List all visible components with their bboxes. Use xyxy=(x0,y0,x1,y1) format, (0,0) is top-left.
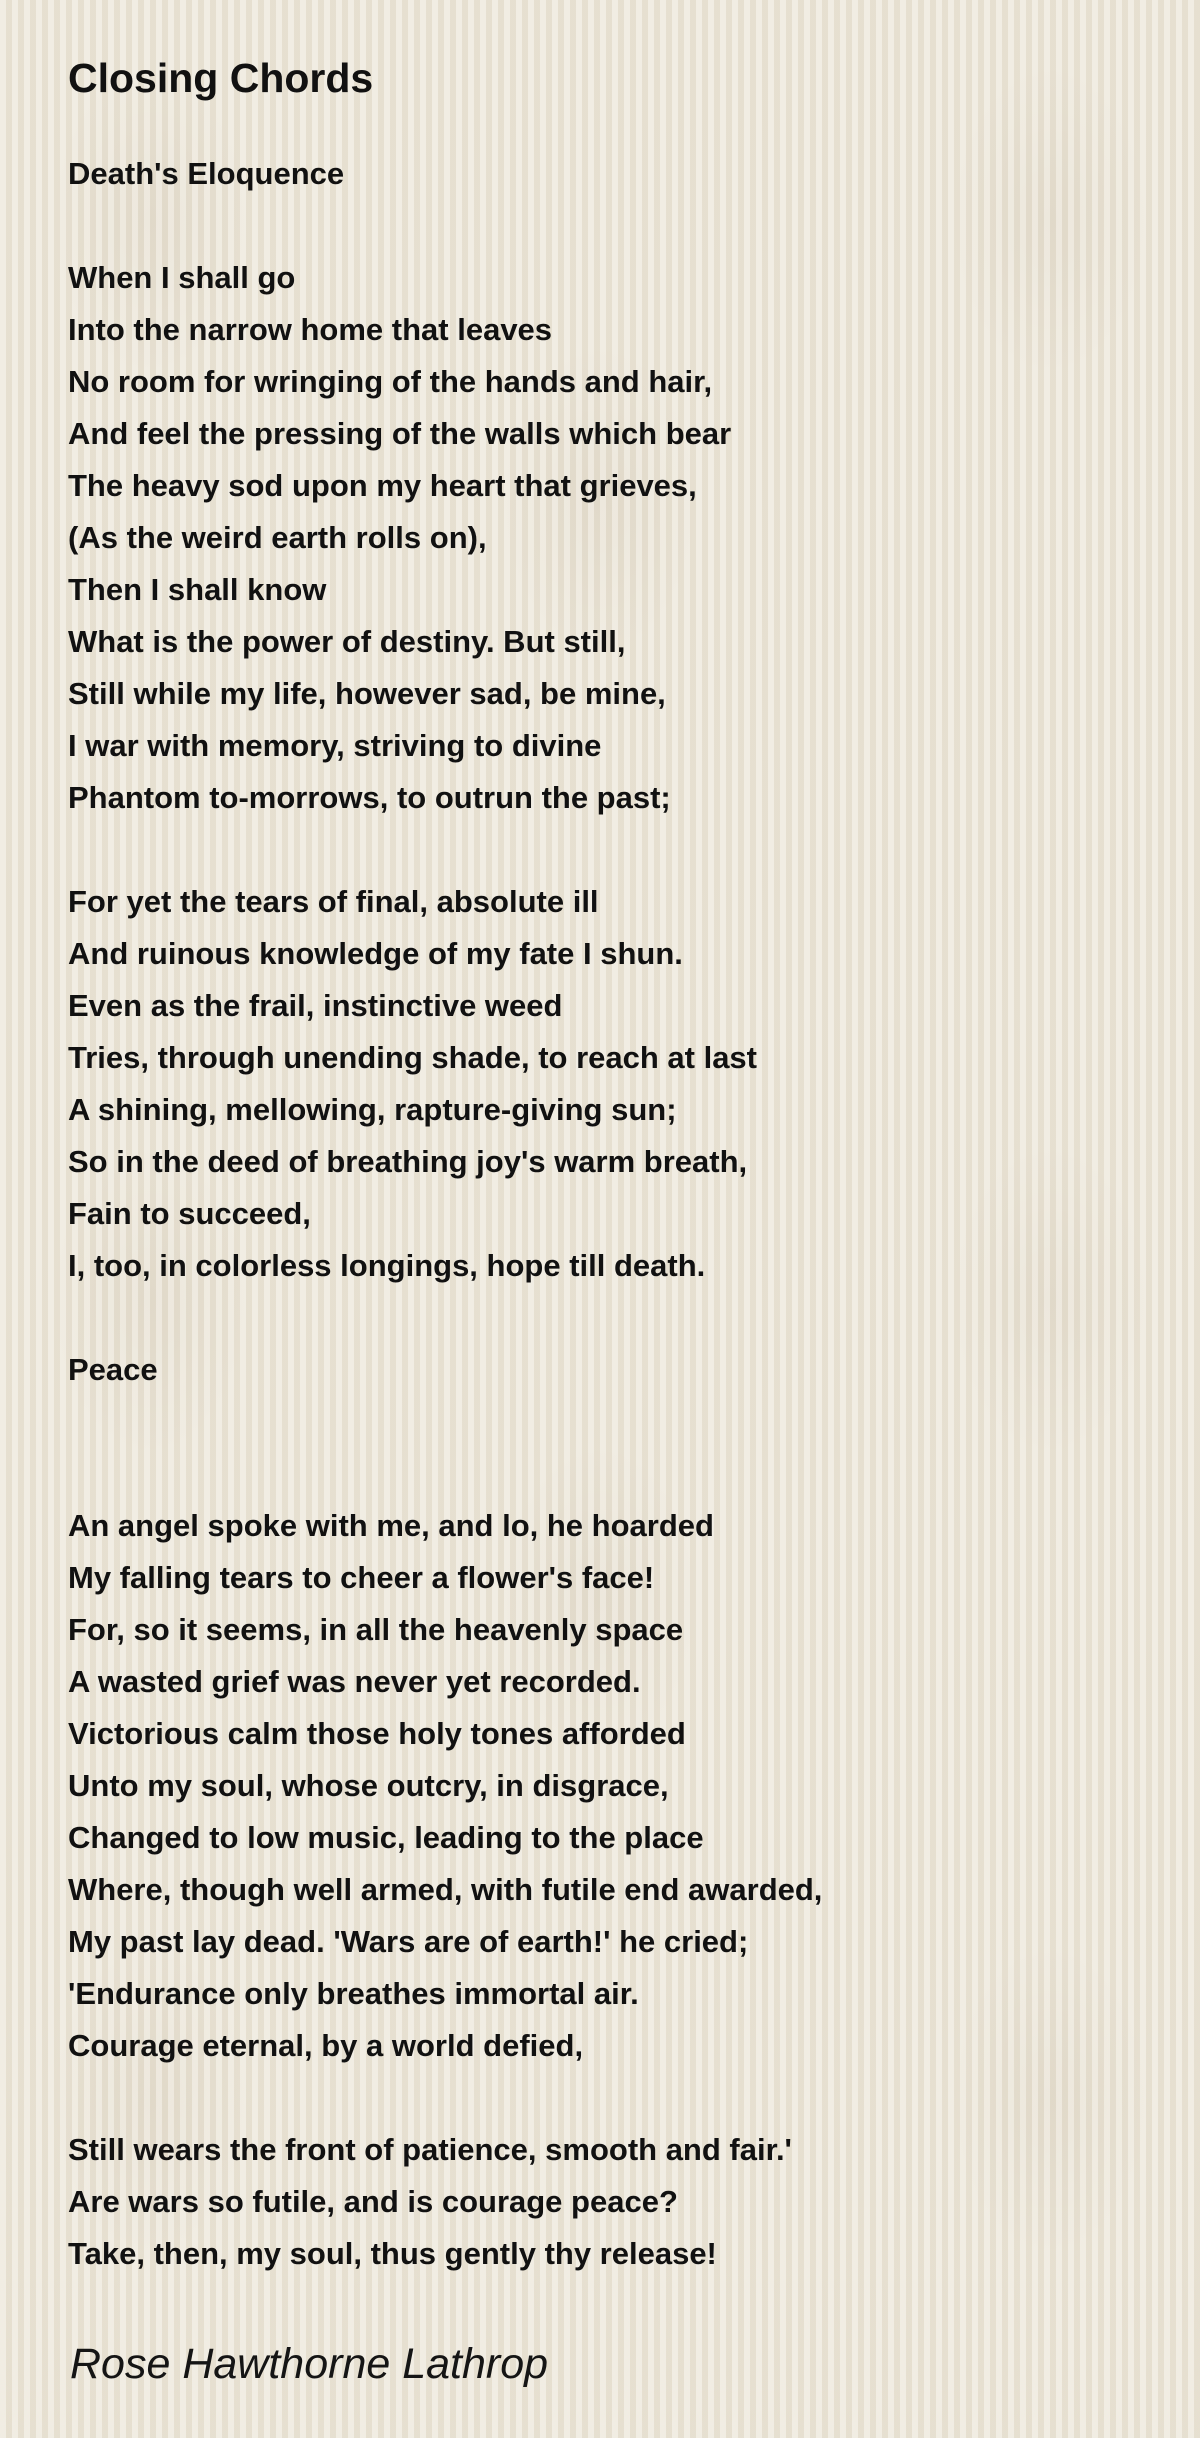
poem-line: Even as the frail, instinctive weed xyxy=(68,988,563,1023)
poem-title: Closing Chords xyxy=(68,55,374,101)
poem-author: Rose Hawthorne Lathrop xyxy=(70,2340,549,2388)
poem-body xyxy=(68,148,1168,2280)
poem-line: I, too, in colorless longings, hope till death. xyxy=(68,1248,706,1283)
poem-line: Tries, through unending shade, to reach at last xyxy=(68,1040,757,1075)
poem-line: No room for wringing of the hands and hair, xyxy=(68,364,713,399)
poem-line: For yet the tears of final, absolute ill xyxy=(68,884,599,919)
stanza-gap xyxy=(68,2072,1168,2124)
poem-line: Are wars so futile, and is courage peace? xyxy=(68,2184,678,2219)
poem-line: And ruinous knowledge of my fate I shun. xyxy=(68,936,683,971)
poem-line: Unto my soul, whose outcry, in disgrace, xyxy=(68,1768,669,1803)
poem-line: Still while my life, however sad, be mine, xyxy=(68,676,666,711)
poem-line: The heavy sod upon my heart that grieves, xyxy=(68,468,697,503)
poem-line: 'Endurance only breathes immortal air. xyxy=(68,1976,639,2011)
stanza-gap xyxy=(68,824,1168,876)
stanza-gap xyxy=(68,1396,1168,1448)
stanza-gap xyxy=(68,1448,1168,1500)
poem-line: When I shall go xyxy=(68,260,296,295)
poem-line: Still wears the front of patience, smooth and fair.' xyxy=(68,2132,792,2167)
poem-line: Courage eternal, by a world defied, xyxy=(68,2028,584,2063)
poem-line: Where, though well armed, with futile end awarded, xyxy=(68,1872,823,1907)
poem-line: Take, then, my soul, thus gently thy release! xyxy=(68,2236,717,2271)
poem-line: My past lay dead. 'Wars are of earth!' he cried; xyxy=(68,1924,749,1959)
poem-line: My falling tears to cheer a flower's face! xyxy=(68,1560,655,1595)
poem-line: What is the power of destiny. But still, xyxy=(68,624,626,659)
stanza-gap xyxy=(68,200,1168,252)
poem-line: (As the weird earth rolls on), xyxy=(68,520,487,555)
poem-line: A shining, mellowing, rapture-giving sun; xyxy=(68,1092,677,1127)
poem-line: And feel the pressing of the walls which bear xyxy=(68,416,732,451)
poem-line: Victorious calm those holy tones afforded xyxy=(68,1716,686,1751)
poem-line: Peace xyxy=(68,1352,158,1387)
poem-line: Fain to succeed, xyxy=(68,1196,311,1231)
poem-line: Changed to low music, leading to the place xyxy=(68,1820,704,1855)
poem-line: Then I shall know xyxy=(68,572,327,607)
poem-line: I war with memory, striving to divine xyxy=(68,728,602,763)
poem-line: A wasted grief was never yet recorded. xyxy=(68,1664,641,1699)
poem-line: Phantom to-morrows, to outrun the past; xyxy=(68,780,671,815)
poem-line: Into the narrow home that leaves xyxy=(68,312,553,347)
poem-line: So in the deed of breathing joy's warm breath, xyxy=(68,1144,748,1179)
poem-line: An angel spoke with me, and lo, he hoarded xyxy=(68,1508,714,1543)
poem-line: For, so it seems, in all the heavenly space xyxy=(68,1612,684,1647)
poem-line: Death's Eloquence xyxy=(68,156,345,191)
stanza-gap xyxy=(68,1292,1168,1344)
